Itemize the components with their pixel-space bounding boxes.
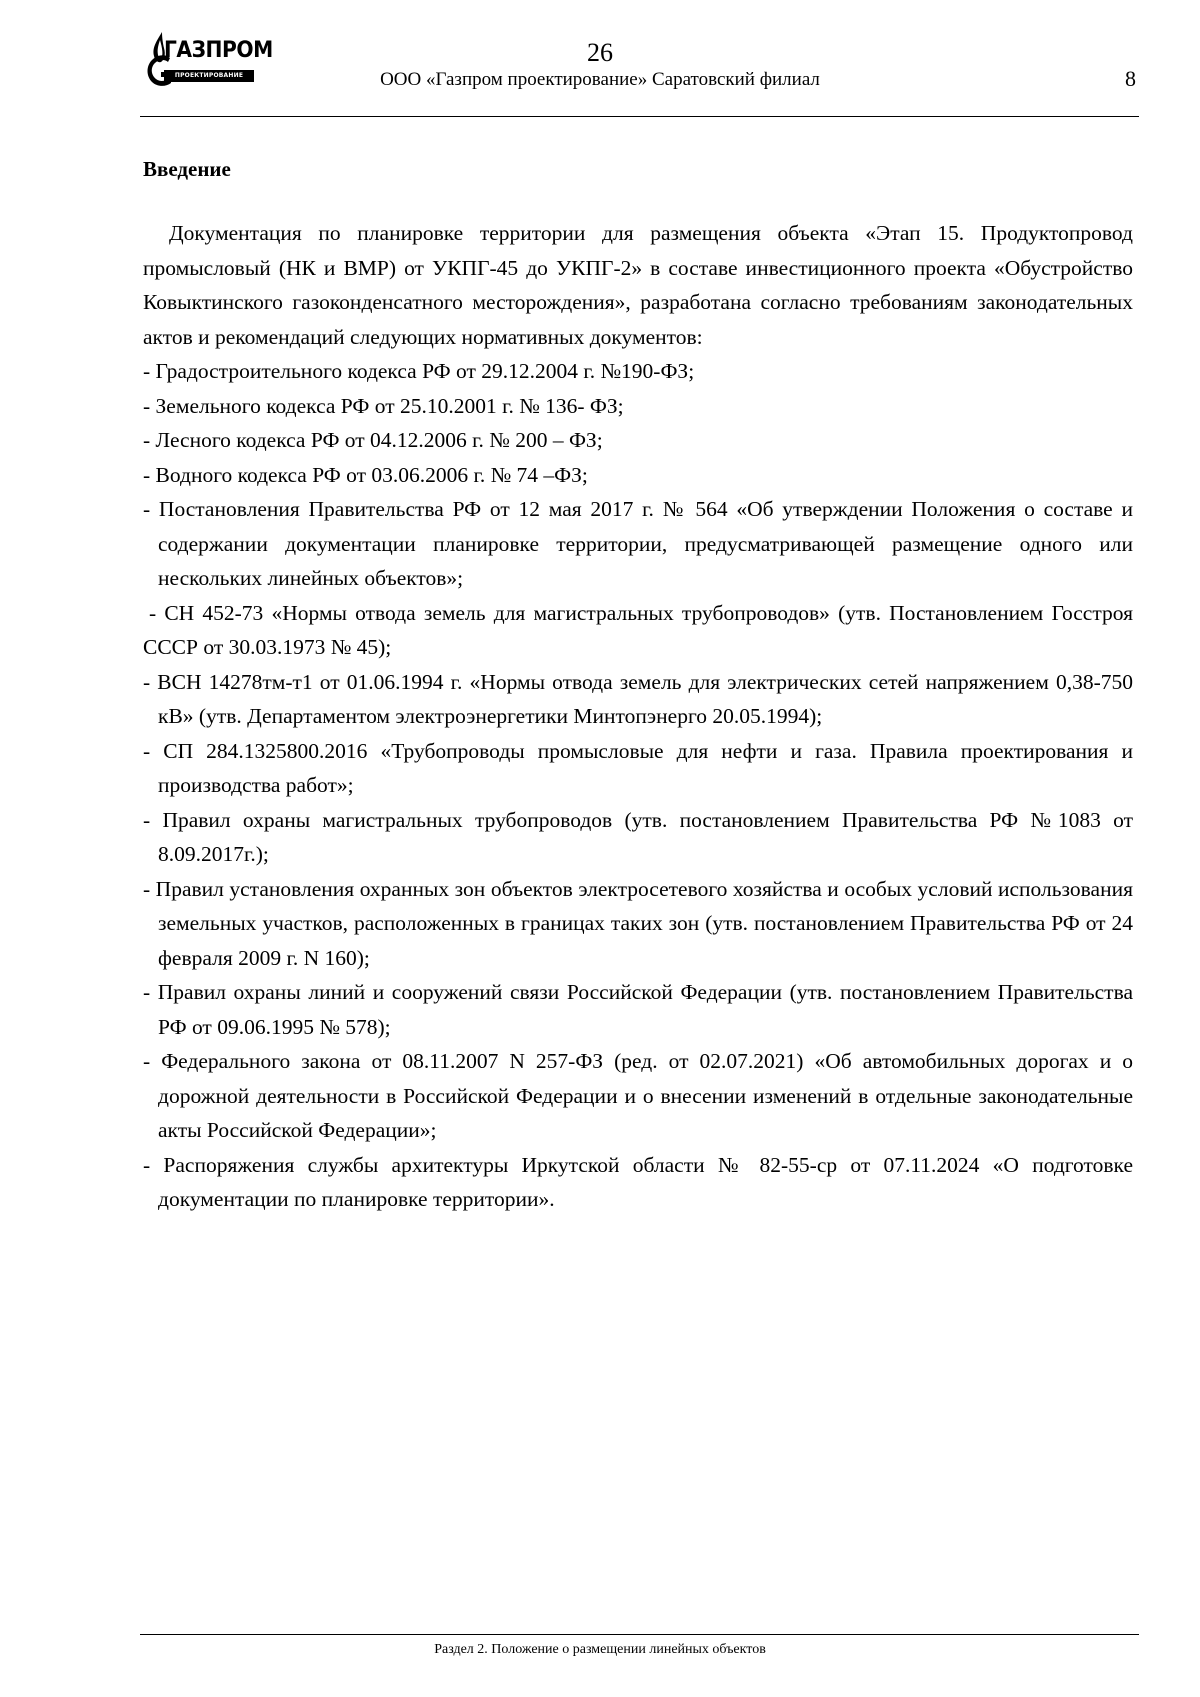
organization-name: ООО «Газпром проектирование» Саратовский филиал xyxy=(380,69,820,90)
footer-section-title: Раздел 2. Положение о размещении линейных объектов xyxy=(434,1642,766,1657)
regulations-list xyxy=(143,354,1133,1217)
list-item: - Постановления Правительства РФ от 12 мая 2017 г. № 564 «Об утверждении Положения о составе и содержании документации планировке территории, предусматривающей размещение одного или нескольких линейных объектов»; xyxy=(143,497,1133,590)
list-item: - Земельного кодекса РФ от 25.10.2001 г. № 136- ФЗ; xyxy=(143,393,624,418)
list-item: - ВСН 14278тм-т1 от 01.06.1994 г. «Нормы отвода земель для электрических сетей напряжением 0,38-750 кВ» (утв. Департаментом электроэнергетики Минтопэнерго 20.05.1994); xyxy=(143,669,1133,728)
list-item: - Правил установления охранных зон объектов электросетевого хозяйства и особых условий использования земельных участков, расположенных в границах таких зон (утв. постановлением Правительства РФ от 24 февраля 2009 г. N 160); xyxy=(143,876,1133,970)
list-item: - Правил охраны магистральных трубопроводов (утв. постановлением Правительства РФ №1083 от 8.09.2017г.); xyxy=(143,807,1133,866)
list-item: - Градостроительного кодекса РФ от 29.12.2004 г. №190-ФЗ; xyxy=(143,359,695,383)
section-content xyxy=(143,154,1133,1217)
logo-subtitle-bar: ПРОЕКТИРОВАНИЕ xyxy=(164,70,254,82)
header-divider xyxy=(140,116,1139,117)
list-item: - Лесного кодекса РФ от 04.12.2006 г. № 200 – ФЗ; xyxy=(143,428,603,452)
section-title: Введение xyxy=(143,157,231,181)
list-item: - Правил охраны линий и сооружений связи Российской Федерации (утв. постановлением Правительства РФ от 09.06.1995 № 578); xyxy=(143,980,1133,1039)
sheet-number: 26 xyxy=(587,38,613,67)
intro-paragraph: Документация по планировке территории для размещения объекта «Этап 15. Продуктопровод промысловый (НК и ВМР) от УКПГ-45 до УКПГ-2» в составе инвестиционного проекта «Обустройство Ковыктинского газоконденсатного месторождения», разработана согласно требованиям законодательных актов и рекомендаций следующих нормативных документов: xyxy=(143,221,1133,349)
list-item: - СН 452-73 «Нормы отвода земель для магистральных трубопроводов» (утв. Постановлением Госстроя СССР от 30.03.1973 № 45); xyxy=(143,600,1133,659)
list-item: - Распоряжения службы архитектуры Иркутской области № 82-55-ср от 07.11.2024 «О подготовке документации по планировке территории». xyxy=(143,1152,1133,1211)
list-item: - Водного кодекса РФ от 03.06.2006 г. № 74 –ФЗ; xyxy=(143,462,588,487)
page-number: 8 xyxy=(1125,66,1136,91)
footer-divider xyxy=(140,1634,1139,1635)
list-item: - СП 284.1325800.2016 «Трубопроводы промысловые для нефти и газа. Правила проектирования и производства работ»; xyxy=(143,738,1133,797)
logo-wordmark: ГАЗПРОМ xyxy=(164,38,273,63)
list-item: - Федерального закона от 08.11.2007 N 257-ФЗ (ред. от 02.07.2021) «Об автомобильных дорогах и о дорожной деятельности в Российской Федерации и о внесении изменений в отдельные законодательные акты Российской Федерации»; xyxy=(143,1049,1133,1142)
